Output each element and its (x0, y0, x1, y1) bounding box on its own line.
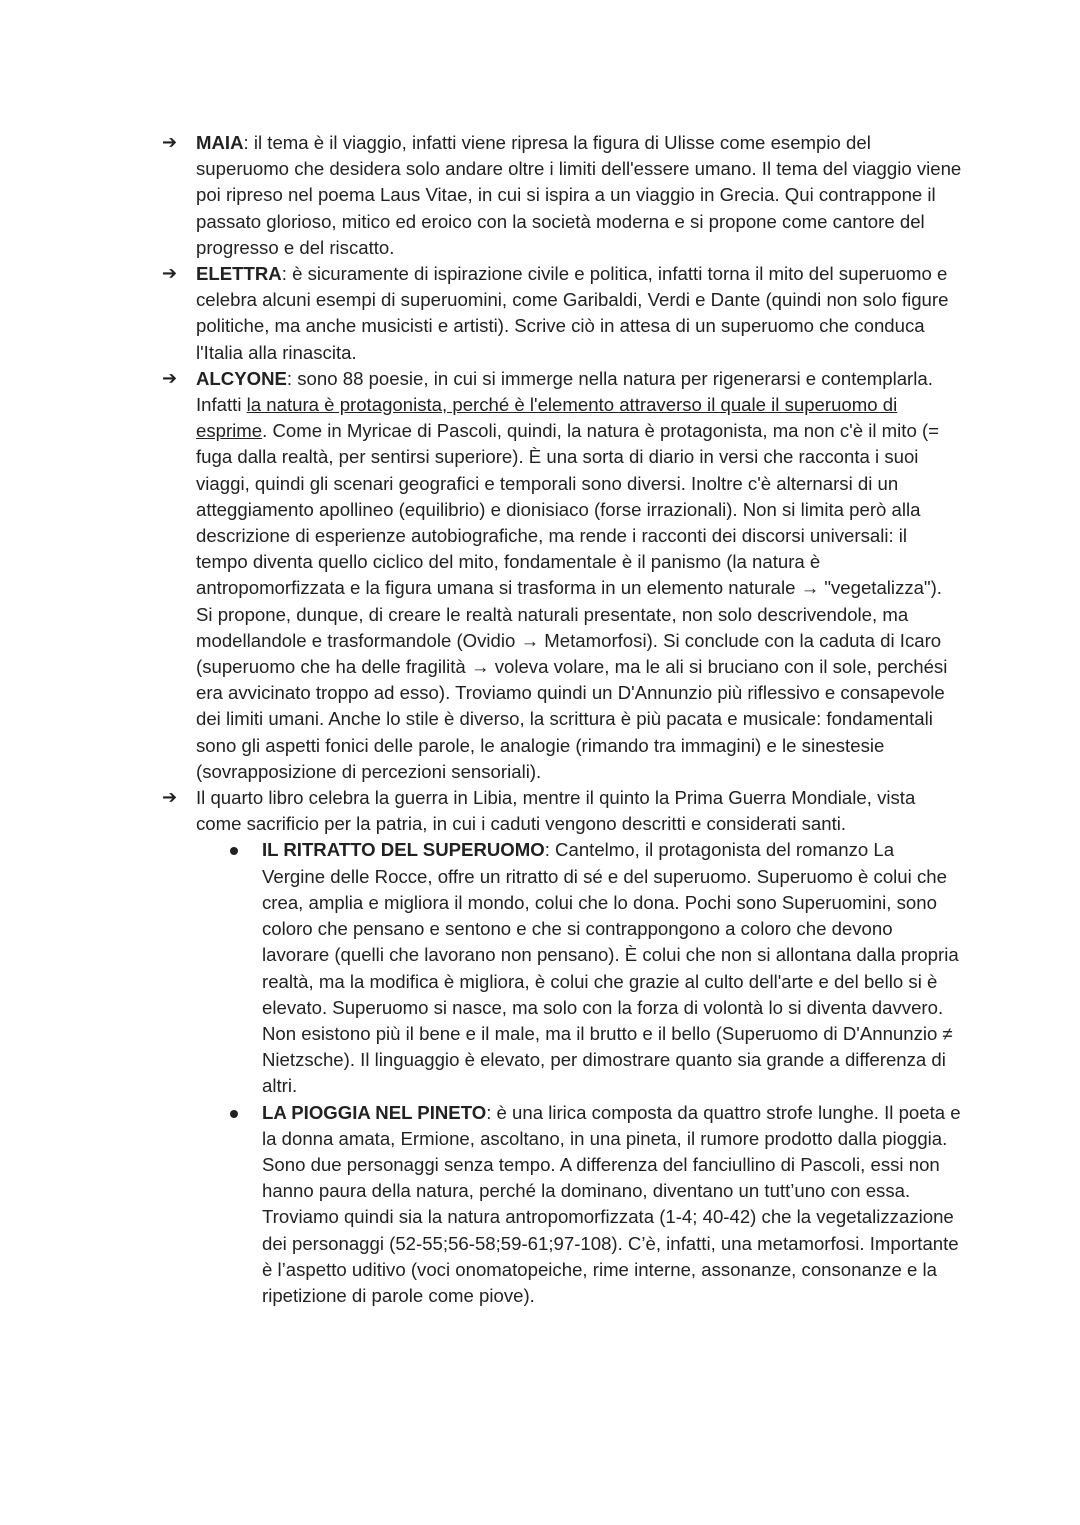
list-item-alcyone (162, 366, 962, 785)
term-maia: MAIA (196, 132, 244, 153)
term-alcyone: ALCYONE (196, 367, 287, 389)
text-ritratto: : Cantelmo, il protagonista del romanzo La Vergine delle Rocce, offre un ritratto di sé e del superuomo. Superuomo è colui che crea, amplia e migliora il mondo, colui che lo dona. Pochi sono Superuomini, sono coloro che pensano e sentono e che si contrappongono a coloro che devono lavorare (quelli che lavorano non pensano). È colui che non si allontana dalla propria realtà, ma la modifica è migliora, è colui che grazie al culto dell'arte e del bello si è elevato. Superuomo si nasce, ma solo con la forza di volontà lo si diventa davvero. Non esistono più il bene e il male, ma il brutto e il bello (Superuomo di D'Annunzio ≠ Nietzsche). Il linguaggio è elevato, per dimostrare quanto sia grande a differenza di altri. (262, 839, 959, 1097)
arrow-right-icon: ➔ (162, 367, 178, 389)
bullet-list (228, 837, 962, 1309)
list-item-ritratto (228, 837, 962, 1099)
underlined-phrase: la natura è protagonista, perché è l'elemento attraverso il quale il superuomo di esprime (196, 394, 898, 442)
bullet-dot-icon (230, 1110, 238, 1118)
term-pioggia: LA PIOGGIA NEL PINETO (262, 1101, 487, 1123)
bullet-dot-icon (230, 847, 238, 855)
list-item-pioggia (228, 1100, 962, 1310)
list-item-maia (162, 130, 962, 261)
text-alcyone-b: . Come in Myricae di Pascoli, quindi, la natura è protagonista, ma non c'è il mito (= fuga dalla realtà, per sentirsi superiore). È una sorta di diario in versi che racconta i suoi viaggi, quindi gli scenari geografici e temporali sono diversi. Inoltre c'è alternarsi di un atteggiamento apollineo (equilibrio) e dionisiaco (forse irrazionali). Non si limita però alla descrizione di esperienze autobiografiche, ma rende i racconti dei discorsi universali: il tempo diventa quello ciclico del mito, fondamentale è il panismo (la natura è antropomorfizzata e la figura umana si trasforma in un elemento naturale → "vegetalizza"). Si propone, dunque, di creare le realtà naturali presentate, non solo descrivendole, ma modellandole e trasformandole (Ovidio → Metamorfosi). Si conclude con la caduta di Icaro (superuomo che ha delle fragilità → voleva volare, ma le ali si bruciano con il sole, perchési era avvicinato troppo ad esso). Troviamo quindi un D'Annunzio più riflessivo e consapevole dei limiti umani. Anche lo stile è diverso, la scrittura è più pacata e musicale: fondamentali sono gli aspetti fonici delle parole, le analogie (rimando tra immagini) e le sinestesie (sovrapposizione di percezioni sensoriali). (196, 420, 948, 782)
text-maia: : il tema è il viaggio, infatti viene ripresa la figura di Ulisse come esempio del superuomo che desidera solo andare oltre i limiti dell'essere umano. Il tema del viaggio viene poi ripreso nel poema Laus Vitae, in cui si ispira a un viaggio in Grecia. Qui contrappone il passato glorioso, mitico ed eroico con la società moderna e si propone come cantore del progresso e del riscatto. (196, 132, 962, 258)
text-alcyone-a: : sono 88 poesie, in cui si immerge nella natura per rigenerarsi e contemplarla. Infatti (196, 367, 933, 416)
text-quarto-libro: Il quarto libro celebra la guerra in Libia, mentre il quinto la Prima Guerra Mondiale, vista come sacrificio per la patria, in cui i caduti vengono descritti e considerati santi. (196, 787, 916, 835)
list-item-elettra (162, 261, 962, 366)
arrow-right-icon: ➔ (162, 787, 178, 809)
text-pioggia: : è una lirica composta da quattro strofe lunghe. Il poeta e la donna amata, Ermione, ascoltano, in una pineta, il rumore prodotto dalla pioggia. Sono due personaggi senza tempo. A differenza del fanciullino di Pascoli, essi non hanno paura della natura, perché la dominano, diventano un tutt’uno con essa. Troviamo quindi sia la natura antropomorfizzata (1-4; 40-42) che la vegetalizzazione dei personaggi (52-55;56-58;59-61;97-108). C’è, infatti, una metamorfosi. Importante è l’aspetto uditivo (voci onomatopeiche, rime interne, assonanze, consonanze e la ripetizione di parole come piove). (262, 1101, 961, 1306)
text-elettra: : è sicuramente di ispirazione civile e politica, infatti torna il mito del superuomo e celebra alcuni esempi di superuomini, come Garibaldi, Verdi e Dante (quindi non solo figure politiche, ma anche musicisti e artisti). Scrive ciò in attesa di un superuomo che conduca l'Italia alla rinascita. (196, 263, 949, 363)
arrow-right-icon: ➔ (162, 132, 178, 153)
arrow-right-icon: ➔ (162, 263, 178, 285)
arrow-list (162, 130, 962, 1309)
list-item-quarto-libro (162, 785, 962, 1309)
term-ritratto: IL RITRATTO DEL SUPERUOMO (262, 839, 545, 861)
term-elettra: ELETTRA (196, 263, 282, 285)
notes-content (162, 130, 962, 1309)
